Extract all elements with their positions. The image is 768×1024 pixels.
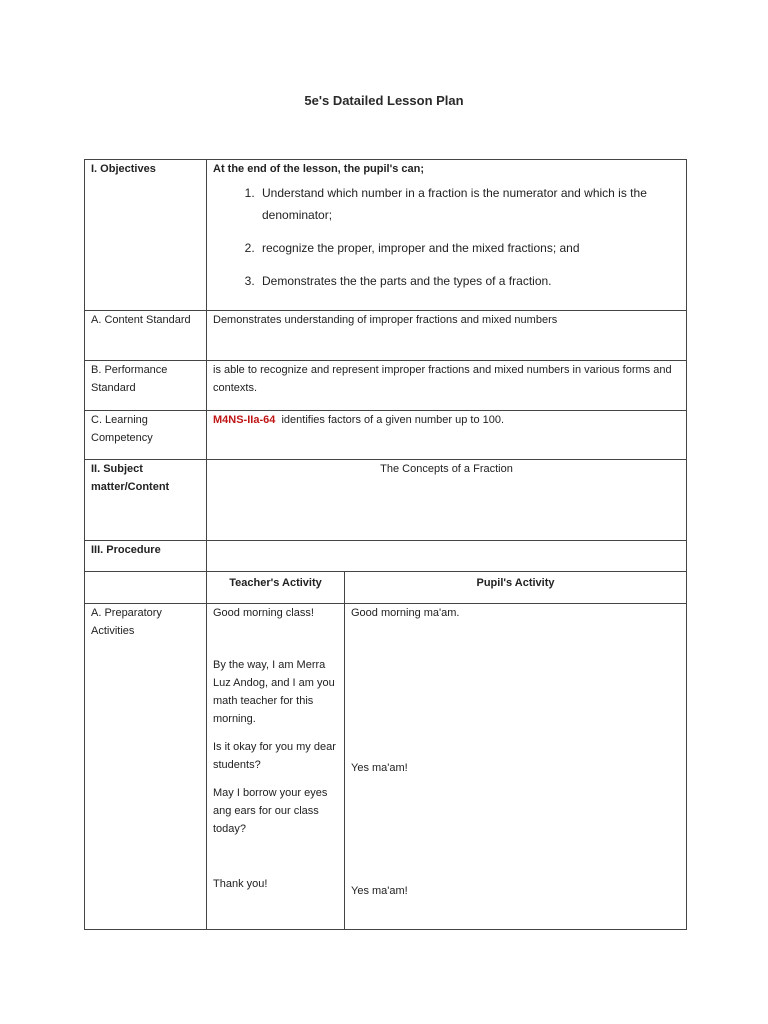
performance-standard-text: is able to recognize and represent improper fractions and mixed numbers in various forms and contexts. xyxy=(207,361,687,411)
content-standard-row xyxy=(85,311,687,361)
learning-competency-row xyxy=(85,411,687,460)
preparatory-activities-label: A. Preparatory Activities xyxy=(85,604,207,930)
objectives-intro: At the end of the lesson, the pupil's can; xyxy=(213,163,425,175)
content-standard-label: A. Content Standard xyxy=(85,311,207,361)
objective-item: 2. recognize the proper, improper and the mixed fractions; and xyxy=(258,237,680,259)
subject-matter-label: II. Subject matter/Content xyxy=(85,460,207,541)
pupil-activity-header: Pupil's Activity xyxy=(345,572,687,604)
content-standard-text: Demonstrates understanding of improper fractions and mixed numbers xyxy=(207,311,687,361)
teacher-line: May I borrow your eyes ang ears for our class today? xyxy=(213,787,328,835)
document-title: 5e's Datailed Lesson Plan xyxy=(304,93,464,108)
preparatory-activities-row xyxy=(85,604,687,930)
performance-standard-label: B. Performance Standard xyxy=(85,361,207,411)
procedure-label: III. Procedure xyxy=(85,541,207,572)
teacher-activity-header: Teacher's Activity xyxy=(207,572,345,604)
objective-item: 3. Demonstrates the the parts and the types of a fraction. xyxy=(258,270,680,292)
objective-item: 1. Understand which number in a fraction is the numerator and which is the denominator; xyxy=(258,182,680,226)
teacher-activity-cell xyxy=(207,604,345,930)
teacher-line: By the way, I am Merra Luz Andog, and I am you math teacher for this morning. xyxy=(213,659,335,725)
teacher-line: Thank you! xyxy=(213,878,268,890)
procedure-blank xyxy=(207,541,687,572)
pupil-line: Yes ma'am! xyxy=(351,762,408,774)
activity-header-row xyxy=(85,572,687,604)
teacher-line: Good morning class! xyxy=(213,607,314,619)
objectives-label: I. Objectives xyxy=(85,160,207,311)
pupil-activity-cell xyxy=(345,604,687,930)
competency-text: identifies factors of a given number up to 100. xyxy=(281,414,505,426)
learning-competency-label: C. Learning Competency xyxy=(85,411,207,460)
activity-header-blank xyxy=(85,572,207,604)
subject-matter-row xyxy=(85,460,687,541)
objectives-row xyxy=(85,160,687,311)
objectives-cell xyxy=(207,160,687,311)
teacher-line: Is it okay for you my dear students? xyxy=(213,741,336,771)
performance-standard-row xyxy=(85,361,687,411)
pupil-line: Yes ma'am! xyxy=(351,885,408,897)
learning-competency-cell xyxy=(207,411,687,460)
objectives-list xyxy=(213,182,680,292)
competency-code: M4NS-IIa-64 xyxy=(213,414,276,426)
pupil-line: Good morning ma'am. xyxy=(351,607,460,619)
subject-matter-text: The Concepts of a Fraction xyxy=(207,460,687,541)
procedure-row xyxy=(85,541,687,572)
lesson-plan-table xyxy=(84,159,687,930)
